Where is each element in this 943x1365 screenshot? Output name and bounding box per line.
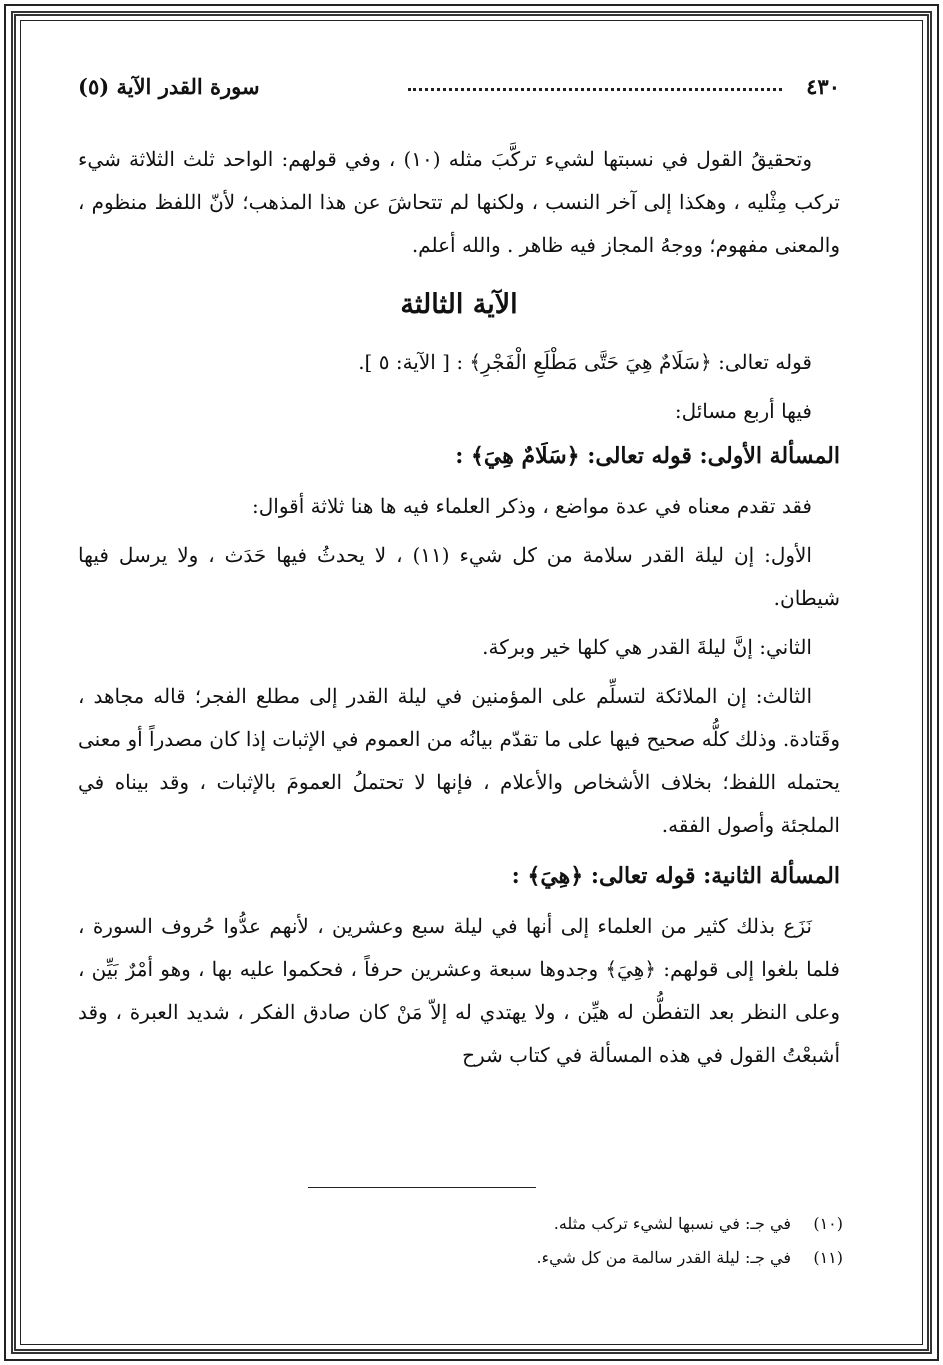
footnote (283, 1207, 843, 1241)
running-header (78, 70, 840, 106)
second-opinion: الثاني: إنَّ ليلةَ القدر هي كلها خير وبركة. (482, 635, 812, 659)
issue2-text: نَزَع بذلك كثير من العلماء إلى أنها في ليلة سبع وعشرين ، لأنهم عدُّوا حُروف السورة ، فلما بلغوا إلى قولهم: ﴿هِيَ﴾ وجدوها سبعة وعشرين حرفاً ، فحكموا عليه بها ، وهو أمْرٌ بَيِّن ، وعلى النظر بعد التفطُّن له هيِّن ، ولا يهتدي له إلاّ مَنْ كان صادق الفكر ، شديد العبرة ، وقد أشبعْتُ القول في هذه المسألة في كتاب شرح (78, 914, 840, 1067)
footnote-number: (١٠) (813, 1214, 843, 1233)
header-dotted-leader (408, 88, 782, 91)
page-content (78, 70, 840, 1077)
footnote-number: (١١) (813, 1248, 843, 1267)
footnote-text: في جـ: في نسبها لشيء تركب مثله. (553, 1214, 791, 1233)
first-opinion: الأول: إن ليلة القدر سلامة من كل شيء (١١) ، لا يحدثُ فيها حَدَث ، ولا يرسل فيها شيطان. (78, 543, 840, 610)
issue1-intro: فقد تقدم معناه في عدة مواضع ، وذكر العلماء فيه ها هنا ثلاثة أقوال: (252, 494, 812, 518)
footnote-separator (308, 1187, 536, 1188)
footnotes (283, 1207, 843, 1275)
verse-line: قوله تعالى: ﴿سَلَامٌ هِيَ حَتَّى مَطْلَعِ الْفَجْرِ﴾ : [ الآية: ٥ ]. (358, 350, 812, 374)
section-title: الآية الثالثة (400, 289, 518, 320)
third-opinion: الثالث: إن الملائكة لتسلِّم على المؤمنين في ليلة القدر إلى مطلع الفجر؛ قاله مجاهد ، وقَتادة. وذلك كلُّه صحيح فيها على ما تقدّم بيانُه من العموم في الإثبات إذا كان مصدراً أو معنى يحتمله اللفظ؛ بخلاف الأشخاص والأعلام ، فإنها لا تحتملُ العمومَ بالإثبات ، وقد بيناه في الملجئة وأصول الفقه. (78, 684, 840, 837)
issue2-heading: المسألة الثانية: قوله تعالى: ﴿هِيَ﴾ : (511, 863, 840, 889)
paragraph-1: وتحقيقُ القول في نسبتها لشيء تركَّبَ مثله (١٠) ، وفي قولهم: الواحد ثلث الثلاثة شيء تركب مِثْليه ، وهكذا إلى آخر النسب ، ولكنها لم تتحاشَ عن هذا المذهب؛ لأنّ اللفظ منظوم ، والمعنى مفهوم؛ ووجهُ المجاز فيه ظاهر . والله أعلم. (78, 147, 840, 257)
four-issues-line: فيها أربع مسائل: (674, 399, 812, 423)
running-title: سورة القدر الآية (٥) (78, 74, 260, 99)
footnote (283, 1241, 843, 1275)
footnote-text: في جـ: ليلة القدر سالمة من كل شيء. (536, 1248, 791, 1267)
page-number: ٤٣٠ (806, 74, 840, 99)
issue1-heading: المسألة الأولى: قوله تعالى: ﴿سَلَامٌ هِيَ﴾ : (455, 443, 840, 469)
